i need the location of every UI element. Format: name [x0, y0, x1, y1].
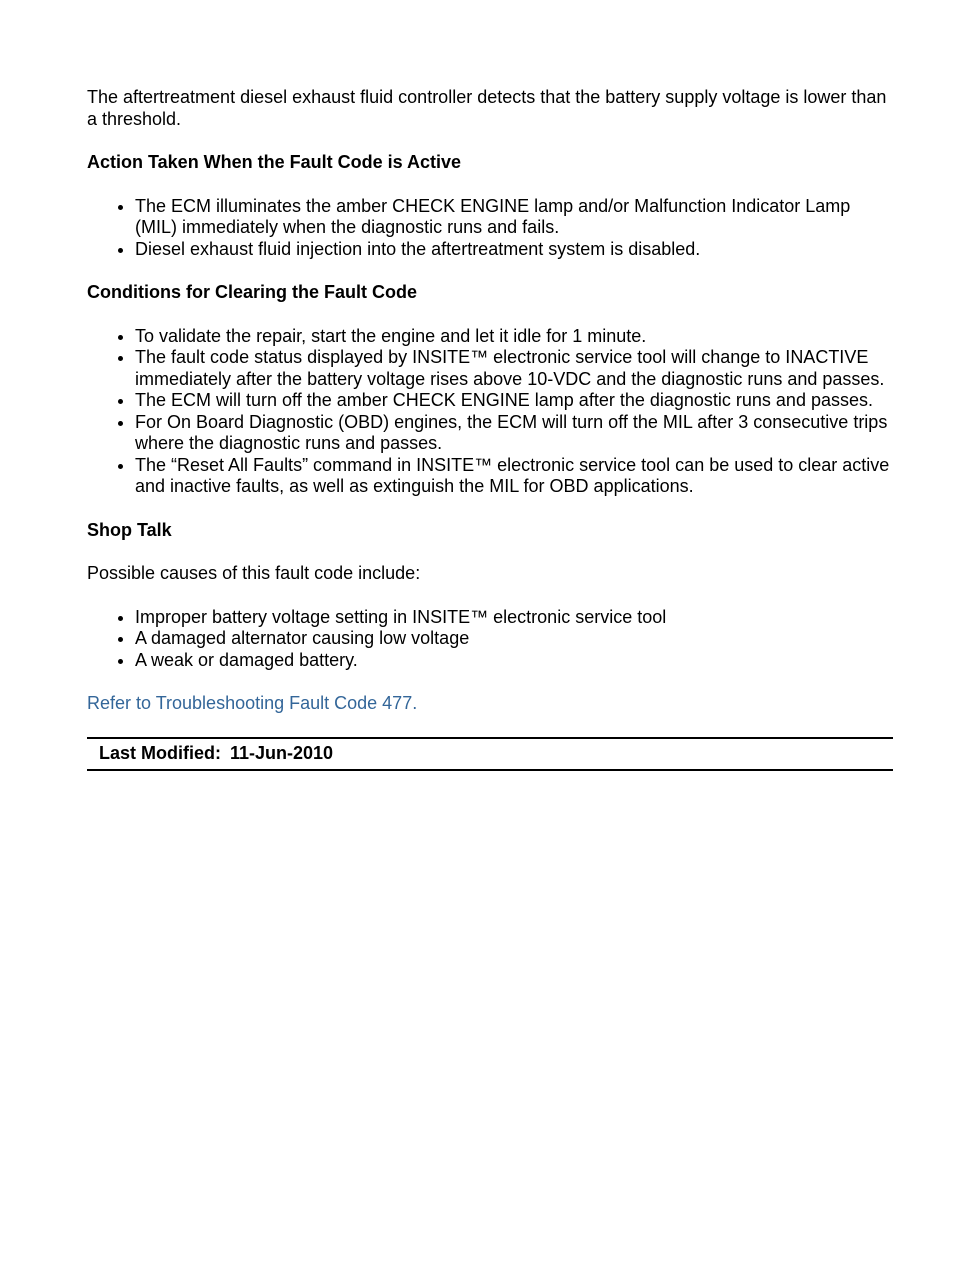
last-modified-bar — [87, 737, 893, 771]
list-item: To validate the repair, start the engine and let it idle for 1 minute. — [135, 326, 893, 348]
action-heading: Action Taken When the Fault Code is Active — [87, 152, 462, 172]
document-content — [87, 87, 893, 771]
intro-paragraph: The aftertreatment diesel exhaust fluid controller detects that the battery supply voltage is lower than a threshold. — [87, 87, 887, 129]
causes-list — [87, 607, 893, 672]
action-list — [87, 196, 893, 261]
shop-talk-heading: Shop Talk — [87, 519, 172, 540]
last-modified-label: Last Modified: — [99, 742, 221, 763]
clearing-heading: Conditions for Clearing the Fault Code — [87, 282, 417, 302]
list-item: The ECM illuminates the amber CHECK ENGINE lamp and/or Malfunction Indicator Lamp (MIL) immediately when the diagnostic runs and fails. — [135, 196, 893, 239]
list-item: The fault code status displayed by INSITE™ electronic service tool will change to INACTIVE immediately after the battery voltage rises above 10-VDC and the diagnostic runs and passes. — [135, 347, 893, 390]
list-item: The “Reset All Faults” command in INSITE™ electronic service tool can be used to clear active and inactive faults, as well as extinguish the MIL for OBD applications. — [135, 455, 893, 498]
list-item: A weak or damaged battery. — [135, 650, 893, 672]
troubleshooting-link[interactable]: Refer to Troubleshooting Fault Code 477. — [87, 693, 418, 713]
last-modified-date: 11-Jun-2010 — [230, 742, 334, 763]
shop-talk-paragraph: Possible causes of this fault code include: — [87, 563, 421, 583]
clearing-list — [87, 326, 893, 498]
list-item: Improper battery voltage setting in INSITE™ electronic service tool — [135, 607, 893, 629]
list-item: For On Board Diagnostic (OBD) engines, the ECM will turn off the MIL after 3 consecutive trips where the diagnostic runs and passes. — [135, 412, 893, 455]
list-item: A damaged alternator causing low voltage — [135, 628, 893, 650]
list-item: The ECM will turn off the amber CHECK ENGINE lamp after the diagnostic runs and passes. — [135, 390, 893, 412]
list-item: Diesel exhaust fluid injection into the aftertreatment system is disabled. — [135, 239, 893, 261]
